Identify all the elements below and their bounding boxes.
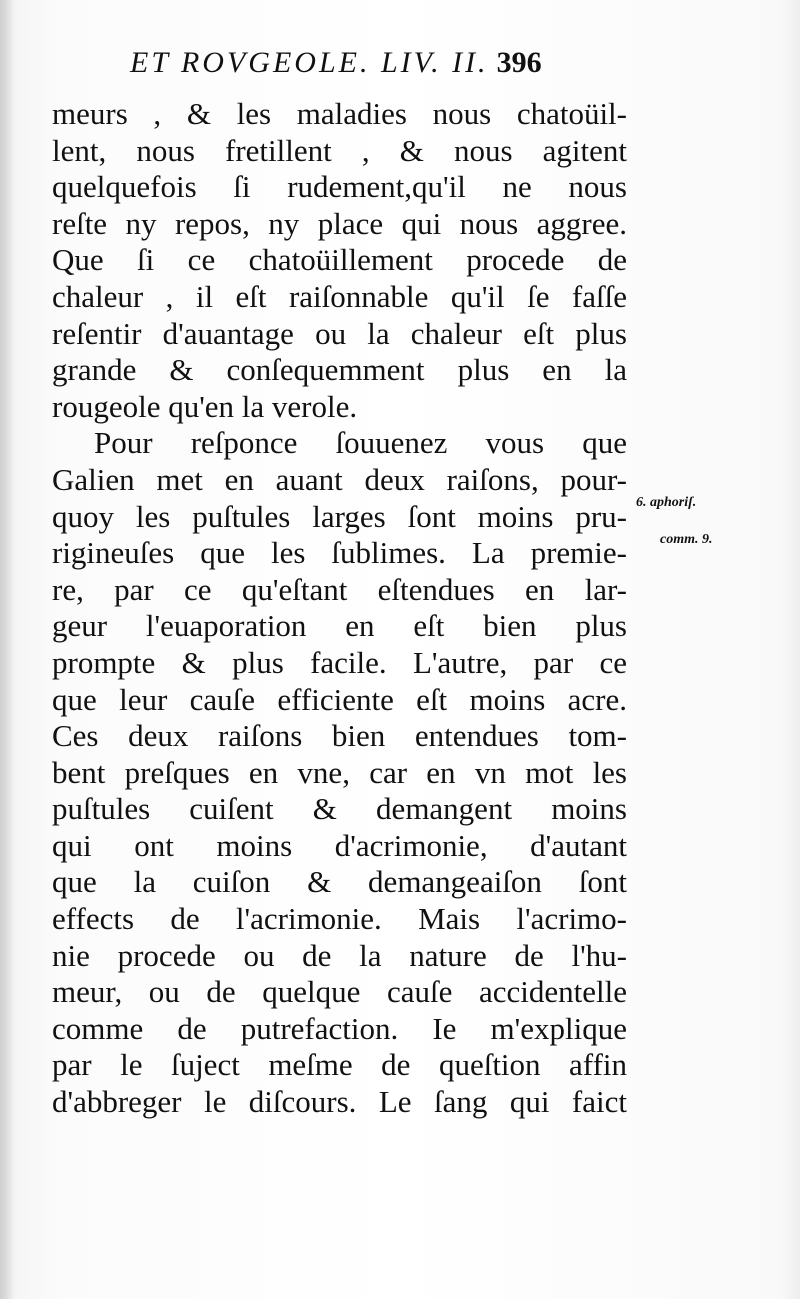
running-head bbox=[130, 46, 630, 80]
gutter-shadow bbox=[0, 0, 14, 1299]
text-line: effects de l'acrimonie. Mais l'acrimo- bbox=[52, 901, 627, 937]
marginal-note-commentary: comm. 9. bbox=[660, 532, 713, 547]
text-line: que leur cauſe efficiente eſt moins acre. bbox=[52, 681, 627, 717]
text-line: Que ſi ce chatoüillement procede de bbox=[52, 242, 627, 278]
text-line: par le ſuject meſme de queſtion affin bbox=[52, 1047, 627, 1083]
text-line: chaleur , il eſt raiſonnable qu'il ſe faſſe bbox=[52, 278, 627, 314]
text-line: prompte & plus facile. L'autre, par ce bbox=[52, 644, 627, 680]
text-line: que la cuiſon & demangeaiſon ſont bbox=[52, 864, 627, 900]
text-line: puſtules cuiſent & demangent moins bbox=[52, 791, 627, 827]
text-line: meurs , & les maladies nous chatoüil- bbox=[52, 96, 627, 131]
text-line: Ces deux raiſons bien entendues tom- bbox=[52, 718, 627, 754]
text-line: quoy les puſtules larges ſont moins pru- bbox=[52, 498, 627, 534]
text-line: geur l'euaporation en eſt bien plus bbox=[52, 608, 627, 644]
text-line: qui ont moins d'acrimonie, d'autant bbox=[52, 827, 627, 863]
text-line: quelquefois ſi rudement,qu'il ne nous bbox=[52, 169, 627, 205]
body-text bbox=[52, 96, 627, 1121]
marginal-note-reference: 6. aphoriſ. bbox=[636, 495, 697, 510]
text-line: d'abbreger le diſcours. Le ſang qui faict bbox=[52, 1084, 627, 1120]
text-line: reſentir d'auantage ou la chaleur eſt plus bbox=[52, 315, 627, 351]
text-line: meur, ou de quelque cauſe accidentelle bbox=[52, 974, 627, 1010]
text-line: grande & conſequemment plus en la bbox=[52, 352, 627, 388]
page-number: 396 bbox=[496, 46, 542, 79]
text-line: Galien met en auant deux raiſons, pour- bbox=[52, 461, 627, 497]
text-line: lent, nous fretillent , & nous agitent bbox=[52, 132, 627, 168]
text-line: rigineuſes que les ſublimes. La premie- bbox=[52, 535, 627, 571]
text-line: nie procede ou de la nature de l'hu- bbox=[52, 937, 627, 973]
text-line: comme de putrefaction. Ie m'explique bbox=[52, 1010, 627, 1046]
text-line: rougeole qu'en la verole. bbox=[52, 388, 358, 424]
running-head-title: ET ROVGEOLE. LIV. II. bbox=[130, 46, 489, 79]
text-line: re, par ce qu'eſtant eſtendues en lar- bbox=[52, 571, 627, 607]
paragraph-first-line: Pour reſponce ſouuenez vous que bbox=[94, 425, 627, 461]
text-line: bent preſques en vne, car en vn mot les bbox=[52, 754, 627, 790]
text-line: reſte ny repos, ny place qui nous aggree. bbox=[52, 205, 627, 241]
